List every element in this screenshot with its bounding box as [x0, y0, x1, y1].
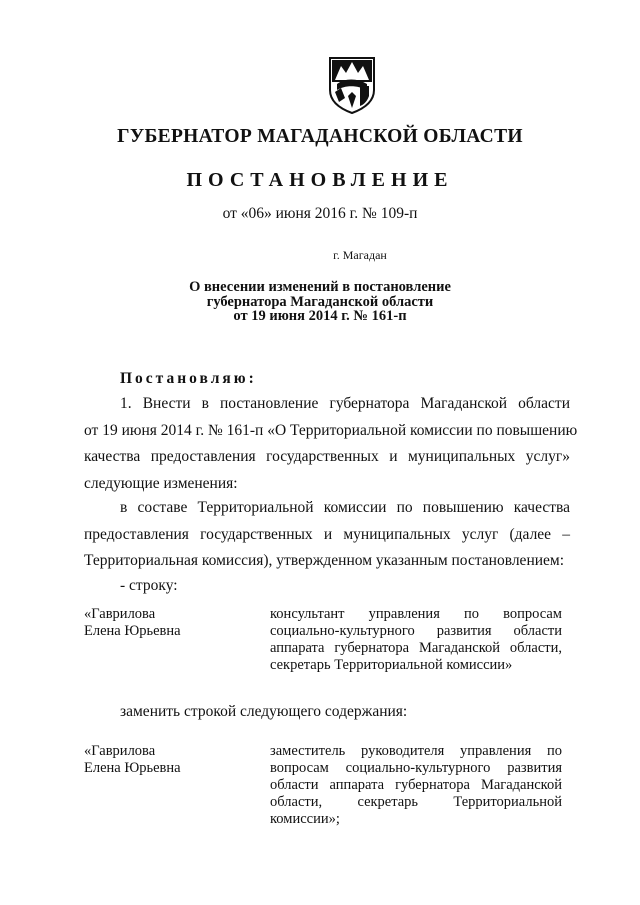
authority-title: ГУБЕРНАТОР МАГАДАНСКОЙ ОБЛАСТИ [117, 126, 523, 147]
composition-paragraph [84, 495, 570, 575]
old-row-position [270, 606, 562, 674]
city: г. Магадан [333, 248, 387, 262]
name-line: Елена Юрьевна [84, 760, 181, 776]
position-line: социально-культурного развития области [270, 623, 562, 639]
position-line: консультант управления по вопросам [270, 606, 562, 622]
paragraph-line: Территориальная комиссия), утвержденном указанным постановлением: [84, 552, 565, 569]
old-row-name [84, 606, 254, 640]
position-line: области аппарата губернатора Магаданской [270, 777, 562, 793]
name-line: Елена Юрьевна [84, 623, 181, 639]
coat-of-arms-icon [327, 56, 377, 114]
name-line: «Гаврилова [84, 743, 156, 759]
position-line: заместитель руководителя управления по [270, 743, 562, 759]
position-line: области, секретарь Территориальной [270, 794, 562, 810]
position-line: секретарь Территориальной комиссии» [270, 657, 513, 673]
subject-heading [0, 280, 640, 324]
new-row [84, 743, 570, 833]
position-line: комиссии»; [270, 811, 340, 827]
paragraph-line: от 19 июня 2014 г. № 161-п «О Территориальной комиссии по повышению [84, 421, 578, 439]
name-line: «Гаврилова [84, 606, 156, 622]
document-type: ПОСТАНОВЛЕНИЕ [186, 169, 454, 191]
position-line: аппарата губернатора Магаданской области, [270, 640, 562, 656]
item-1-paragraph [84, 391, 578, 497]
position-line: вопросам социально-культурного развития [270, 760, 562, 776]
paragraph-line: следующие изменения: [84, 474, 238, 492]
new-row-name [84, 743, 254, 777]
replace-label: заменить строкой следующего содержания: [120, 703, 408, 720]
paragraph-line: качества предоставления государственных и муниципальных услуг» [84, 448, 570, 465]
old-row [84, 606, 570, 678]
resolve-label: Постановляю: [120, 370, 257, 387]
subject-line-3: от 19 июня 2014 г. № 161-п [233, 308, 407, 324]
date-number: от «06» июня 2016 г. № 109-п [222, 205, 418, 222]
paragraph-line: предоставления государственных и муниципальных услуг (далее – [84, 525, 570, 543]
row-label: - строку: [120, 577, 178, 594]
paragraph-line: в составе Территориальной комиссии по повышению качества [120, 499, 570, 516]
new-row-position [270, 743, 562, 828]
subject-line-1: О внесении изменений в постановление [189, 279, 451, 295]
subject-line-2: губернатора Магаданской области [206, 293, 434, 310]
paragraph-line: 1. Внести в постановление губернатора Магаданской области [120, 395, 570, 412]
